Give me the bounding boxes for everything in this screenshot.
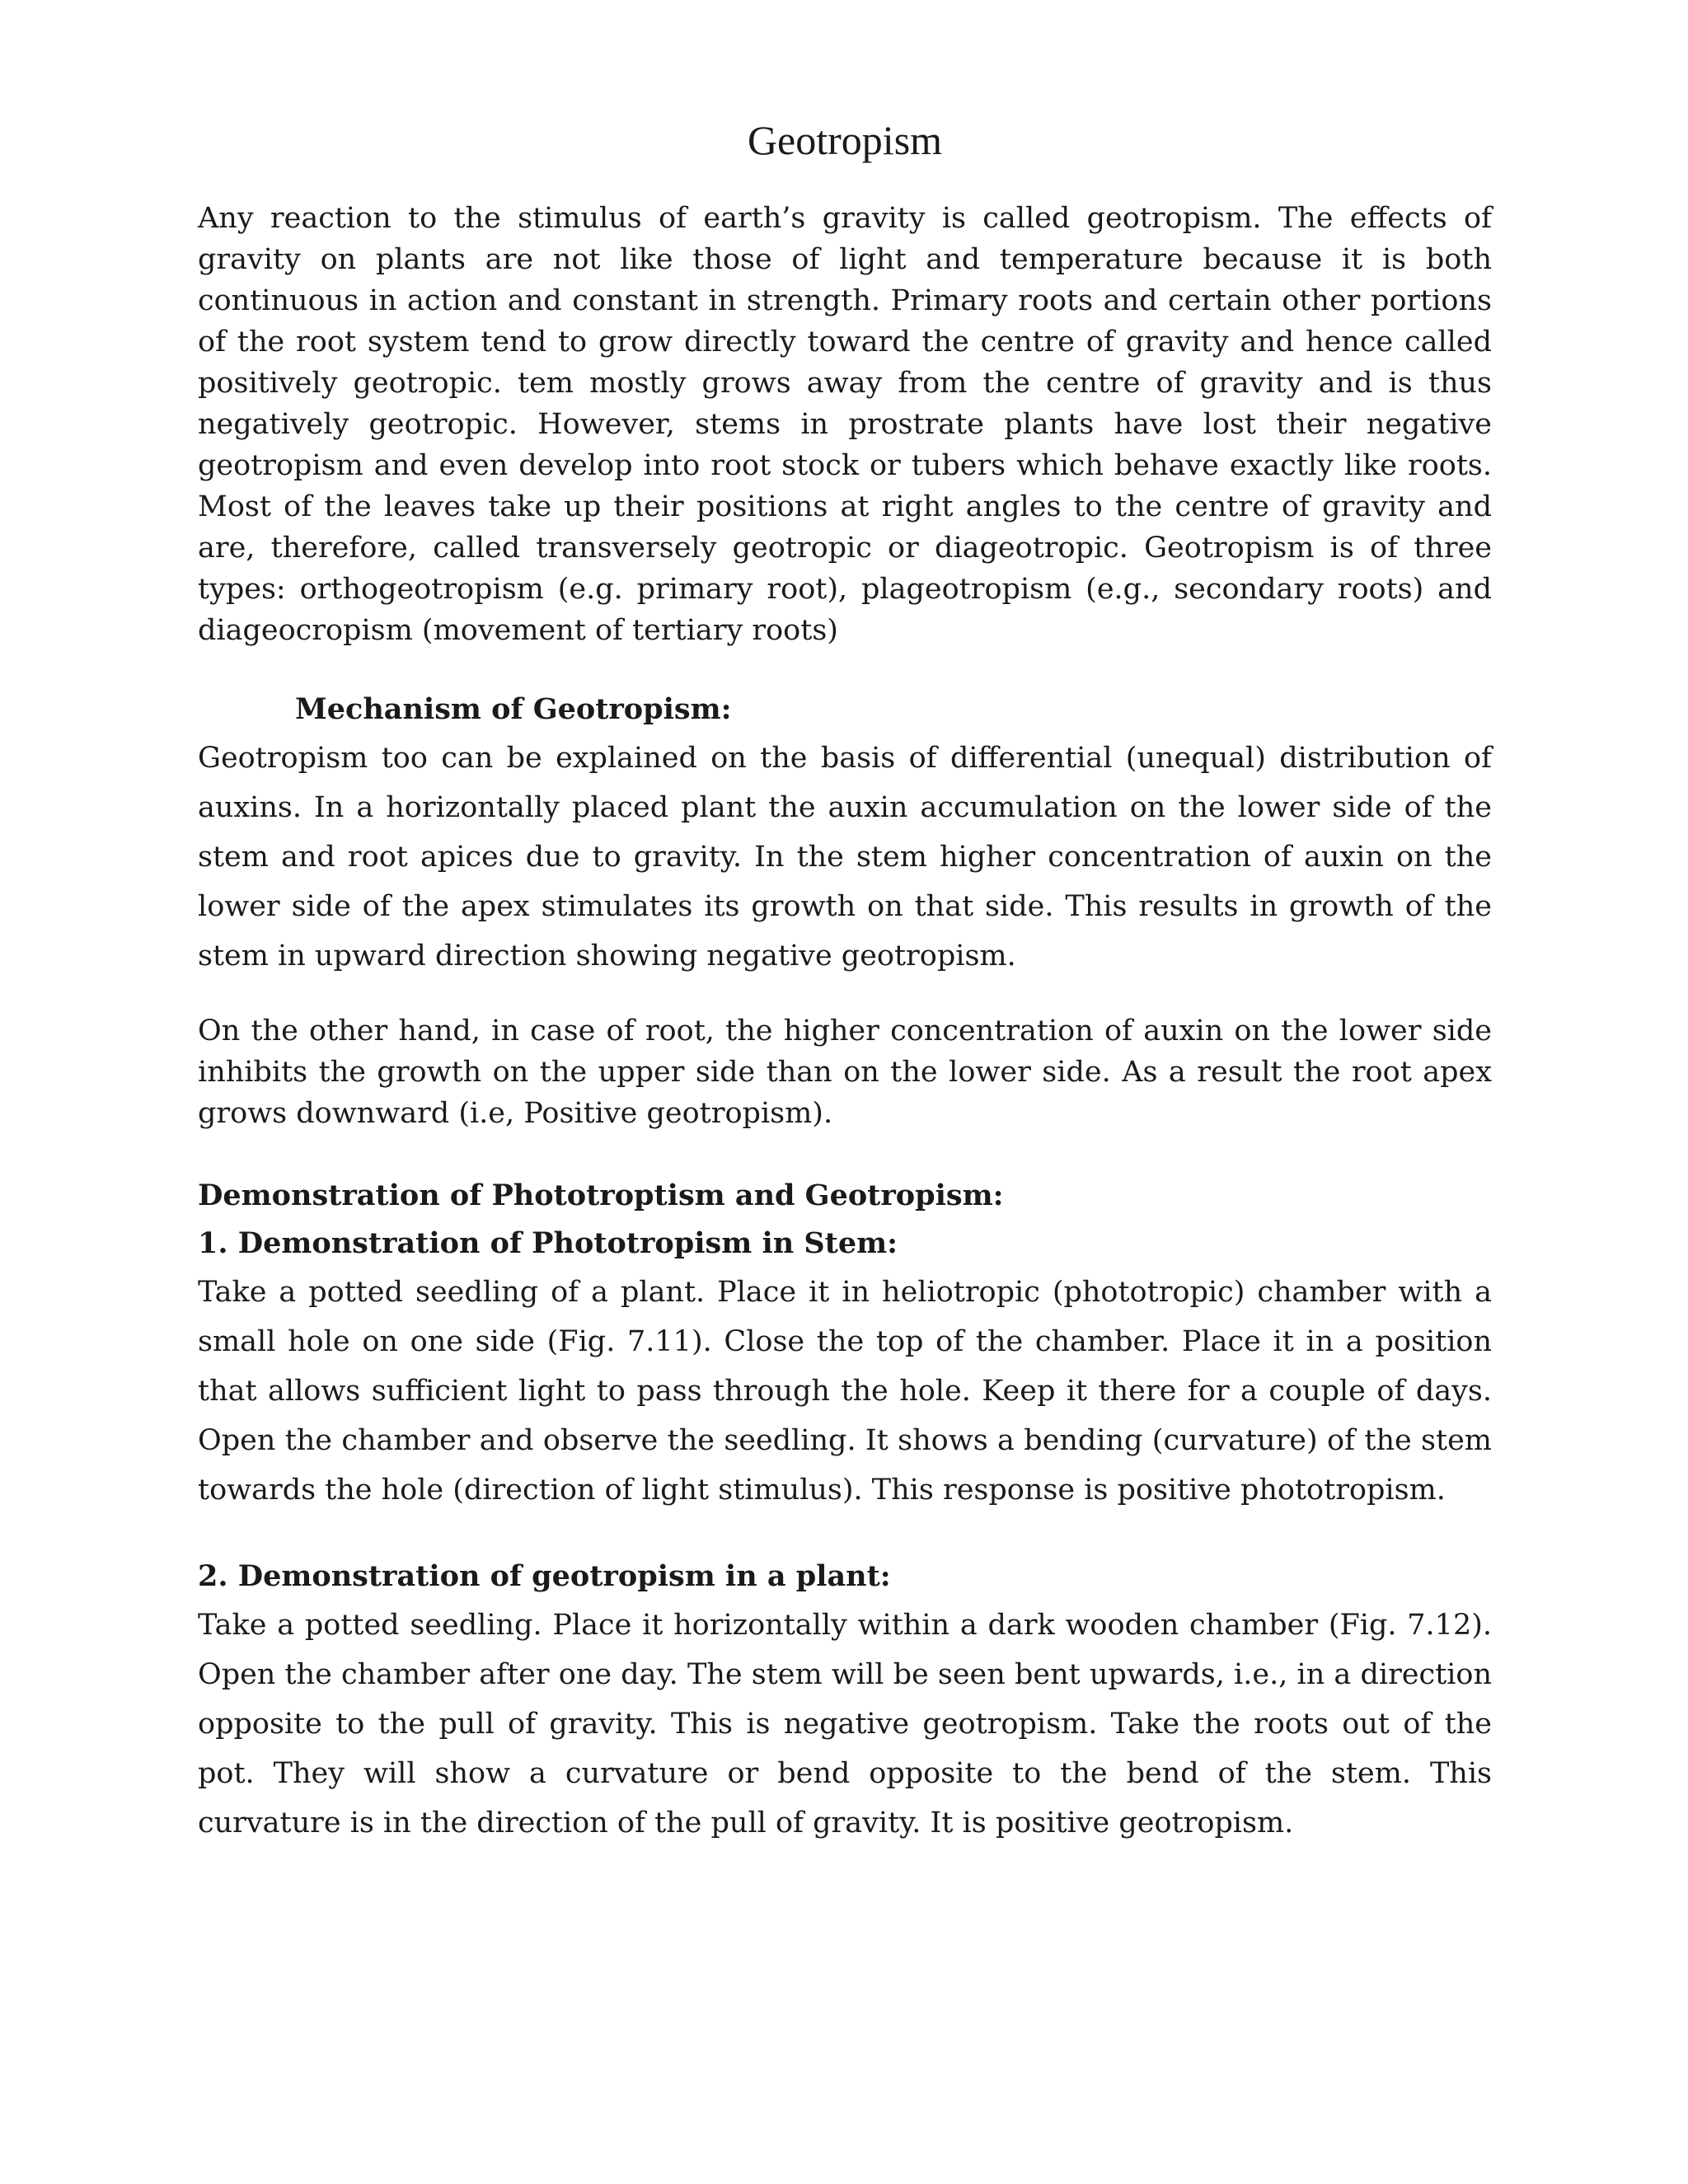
page-title: Geotropism xyxy=(747,117,943,163)
document-page xyxy=(198,115,1492,1848)
intro-paragraph: Any reaction to the stimulus of earth’s gravity is called geotropism. The effects of gravity on plants are not like those of light and temperature because it is both continuous in action and constant in strength. Primary roots and certain other portions of the root system tend to grow directly toward the centre of gravity and hence called positively geotropic. tem mostly grows away from the centre of gravity and is thus negatively geotropic. However, stems in prostrate plants have lost their negative geotropism and even develop into root stock or tubers which behave exactly like roots. Most of the leaves take up their positions at right angles to the centre of gravity and are, therefore, called transversely geotropic or diageotropic. Geotropism is of three types: orthogeotropism (e.g. primary root), plageotropism (e.g., secondary roots) and diageocropism (movement of tertiary roots) xyxy=(198,202,1492,647)
demo1-paragraph: Take a potted seedling of a plant. Place it in heliotropic (phototropic) chamber with a small hole on one side (Fig. 7.11). Close the top of the chamber. Place it in a position that allows sufficient light to pass through the hole. Keep it there for a couple of days. Open the chamber and observe the seedling. It shows a bending (curvature) of the stem towards the hole (direction of light stimulus). This response is positive phototropism. xyxy=(198,1276,1492,1507)
demo2-heading: 2. Demonstration of geotropism in a plant: xyxy=(198,1559,891,1593)
demonstration-heading: Demonstration of Phototroptism and Geotropism: xyxy=(198,1179,1004,1212)
mechanism-heading: Mechanism of Geotropism: xyxy=(295,692,732,726)
mechanism-paragraph: Geotropism too can be explained on the basis of differential (unequal) distribution of auxins. In a horizontally placed plant the auxin accumulation on the lower side of the stem and root apices due to gravity. In the stem higher concentration of auxin on the lower side of the apex stimulates its growth on that side. This results in growth of the stem in upward direction showing negative geotropism. xyxy=(198,742,1492,972)
root-paragraph: On the other hand, in case of root, the higher concentration of auxin on the lower side inhibits the growth on the upper side than on the lower side. As a result the root apex grows downward (i.e, Positive geotropism). xyxy=(198,1015,1492,1130)
demo1-heading: 1. Demonstration of Phototropism in Stem: xyxy=(198,1226,898,1260)
demo2-paragraph: Take a potted seedling. Place it horizontally within a dark wooden chamber (Fig. 7.12). Open the chamber after one day. The stem will be seen bent upwards, i.e., in a direction opposite to the pull of gravity. This is negative geotropism. Take the roots out of the pot. They will show a curvature or bend opposite to the bend of the stem. This curvature is in the direction of the pull of gravity. It is positive geotropism. xyxy=(198,1609,1492,1840)
